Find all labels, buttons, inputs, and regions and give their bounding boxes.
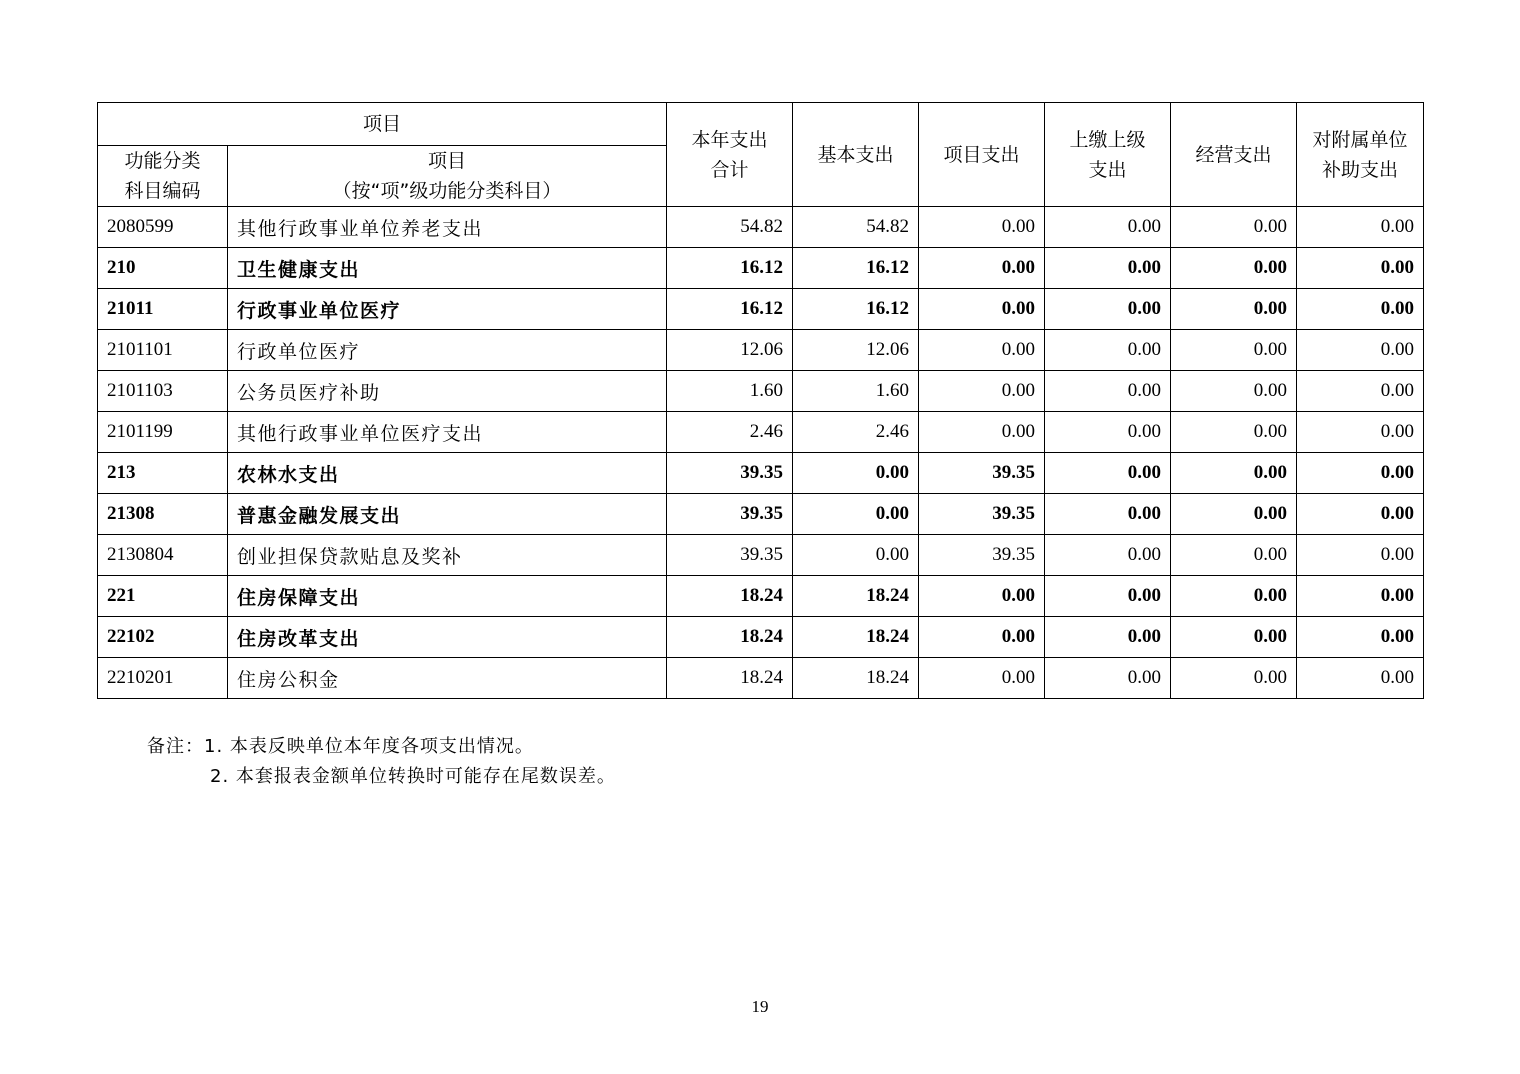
cell-upper: 0.00 bbox=[1045, 248, 1171, 289]
cell-project: 39.35 bbox=[919, 494, 1045, 535]
cell-business: 0.00 bbox=[1171, 494, 1297, 535]
cell-name: 住房改革支出 bbox=[228, 617, 667, 658]
cell-project: 0.00 bbox=[919, 658, 1045, 699]
cell-basic: 54.82 bbox=[793, 207, 919, 248]
cell-subsidy: 0.00 bbox=[1297, 412, 1424, 453]
table-row bbox=[98, 576, 1424, 617]
header-basic: 基本支出 bbox=[793, 103, 919, 207]
cell-subsidy: 0.00 bbox=[1297, 453, 1424, 494]
cell-subsidy: 0.00 bbox=[1297, 576, 1424, 617]
header-code bbox=[98, 146, 228, 207]
cell-basic: 16.12 bbox=[793, 248, 919, 289]
cell-subsidy: 0.00 bbox=[1297, 617, 1424, 658]
cell-subsidy: 0.00 bbox=[1297, 494, 1424, 535]
table-body bbox=[98, 207, 1424, 699]
cell-basic: 0.00 bbox=[793, 494, 919, 535]
cell-code: 221 bbox=[98, 576, 228, 617]
cell-subsidy: 0.00 bbox=[1297, 289, 1424, 330]
expenditure-table-container bbox=[97, 102, 1423, 699]
cell-code: 21308 bbox=[98, 494, 228, 535]
header-project-group: 项目 bbox=[98, 103, 667, 146]
cell-upper: 0.00 bbox=[1045, 207, 1171, 248]
note-line-2: 2. 本套报表金额单位转换时可能存在尾数误差。 bbox=[210, 766, 616, 787]
cell-subsidy: 0.00 bbox=[1297, 207, 1424, 248]
cell-business: 0.00 bbox=[1171, 617, 1297, 658]
cell-name: 其他行政事业单位医疗支出 bbox=[228, 412, 667, 453]
cell-subsidy: 0.00 bbox=[1297, 248, 1424, 289]
cell-subsidy: 0.00 bbox=[1297, 535, 1424, 576]
table-row bbox=[98, 248, 1424, 289]
cell-code: 22102 bbox=[98, 617, 228, 658]
header-upper-label: 上缴上级 支出 bbox=[1069, 128, 1146, 181]
cell-code: 2101199 bbox=[98, 412, 228, 453]
cell-business: 0.00 bbox=[1171, 248, 1297, 289]
cell-business: 0.00 bbox=[1171, 453, 1297, 494]
header-project: 项目支出 bbox=[919, 103, 1045, 207]
cell-project: 0.00 bbox=[919, 330, 1045, 371]
cell-basic: 18.24 bbox=[793, 617, 919, 658]
cell-business: 0.00 bbox=[1171, 576, 1297, 617]
header-total-label: 本年支出 合计 bbox=[691, 128, 768, 181]
table-row bbox=[98, 535, 1424, 576]
cell-basic: 18.24 bbox=[793, 658, 919, 699]
cell-business: 0.00 bbox=[1171, 330, 1297, 371]
cell-code: 210 bbox=[98, 248, 228, 289]
cell-total: 18.24 bbox=[667, 658, 793, 699]
cell-business: 0.00 bbox=[1171, 412, 1297, 453]
cell-name: 行政单位医疗 bbox=[228, 330, 667, 371]
note-line-1: 备注：1. 本表反映单位本年度各项支出情况。 bbox=[147, 736, 534, 757]
cell-total: 18.24 bbox=[667, 576, 793, 617]
cell-business: 0.00 bbox=[1171, 535, 1297, 576]
cell-business: 0.00 bbox=[1171, 289, 1297, 330]
cell-name: 普惠金融发展支出 bbox=[228, 494, 667, 535]
cell-upper: 0.00 bbox=[1045, 289, 1171, 330]
header-total bbox=[667, 103, 793, 207]
table-row bbox=[98, 289, 1424, 330]
cell-name: 农林水支出 bbox=[228, 453, 667, 494]
cell-project: 39.35 bbox=[919, 453, 1045, 494]
table-row bbox=[98, 330, 1424, 371]
cell-project: 0.00 bbox=[919, 617, 1045, 658]
cell-total: 12.06 bbox=[667, 330, 793, 371]
table-row bbox=[98, 412, 1424, 453]
cell-project: 0.00 bbox=[919, 289, 1045, 330]
cell-basic: 12.06 bbox=[793, 330, 919, 371]
cell-name: 创业担保贷款贴息及奖补 bbox=[228, 535, 667, 576]
table-row bbox=[98, 617, 1424, 658]
cell-basic: 18.24 bbox=[793, 576, 919, 617]
cell-name: 住房公积金 bbox=[228, 658, 667, 699]
cell-total: 18.24 bbox=[667, 617, 793, 658]
cell-basic: 1.60 bbox=[793, 371, 919, 412]
table-row bbox=[98, 207, 1424, 248]
cell-total: 54.82 bbox=[667, 207, 793, 248]
cell-name: 公务员医疗补助 bbox=[228, 371, 667, 412]
cell-code: 2210201 bbox=[98, 658, 228, 699]
cell-basic: 16.12 bbox=[793, 289, 919, 330]
table-row bbox=[98, 494, 1424, 535]
cell-upper: 0.00 bbox=[1045, 535, 1171, 576]
cell-upper: 0.00 bbox=[1045, 412, 1171, 453]
header-upper bbox=[1045, 103, 1171, 207]
header-business: 经营支出 bbox=[1171, 103, 1297, 207]
cell-upper: 0.00 bbox=[1045, 371, 1171, 412]
cell-code: 21011 bbox=[98, 289, 228, 330]
cell-upper: 0.00 bbox=[1045, 576, 1171, 617]
cell-code: 213 bbox=[98, 453, 228, 494]
cell-project: 0.00 bbox=[919, 207, 1045, 248]
cell-code: 2101101 bbox=[98, 330, 228, 371]
cell-total: 16.12 bbox=[667, 248, 793, 289]
cell-basic: 0.00 bbox=[793, 535, 919, 576]
notes bbox=[147, 732, 616, 792]
cell-project: 0.00 bbox=[919, 576, 1045, 617]
header-subsidy-label: 对附属单位 补助支出 bbox=[1312, 128, 1408, 181]
cell-total: 39.35 bbox=[667, 535, 793, 576]
cell-code: 2080599 bbox=[98, 207, 228, 248]
cell-project: 0.00 bbox=[919, 371, 1045, 412]
cell-project: 0.00 bbox=[919, 248, 1045, 289]
cell-project: 0.00 bbox=[919, 412, 1045, 453]
cell-subsidy: 0.00 bbox=[1297, 330, 1424, 371]
cell-name: 住房保障支出 bbox=[228, 576, 667, 617]
cell-total: 1.60 bbox=[667, 371, 793, 412]
expenditure-table bbox=[97, 102, 1424, 699]
table-row bbox=[98, 658, 1424, 699]
cell-total: 39.35 bbox=[667, 453, 793, 494]
cell-total: 16.12 bbox=[667, 289, 793, 330]
cell-basic: 0.00 bbox=[793, 453, 919, 494]
header-subsidy bbox=[1297, 103, 1424, 207]
cell-total: 39.35 bbox=[667, 494, 793, 535]
cell-name: 其他行政事业单位养老支出 bbox=[228, 207, 667, 248]
header-name bbox=[228, 146, 667, 207]
cell-business: 0.00 bbox=[1171, 207, 1297, 248]
cell-upper: 0.00 bbox=[1045, 658, 1171, 699]
cell-basic: 2.46 bbox=[793, 412, 919, 453]
table-row bbox=[98, 453, 1424, 494]
cell-total: 2.46 bbox=[667, 412, 793, 453]
cell-business: 0.00 bbox=[1171, 658, 1297, 699]
cell-name: 卫生健康支出 bbox=[228, 248, 667, 289]
page-number: 19 bbox=[751, 997, 769, 1016]
cell-project: 39.35 bbox=[919, 535, 1045, 576]
table-row bbox=[98, 371, 1424, 412]
cell-code: 2130804 bbox=[98, 535, 228, 576]
cell-subsidy: 0.00 bbox=[1297, 371, 1424, 412]
cell-business: 0.00 bbox=[1171, 371, 1297, 412]
cell-name: 行政事业单位医疗 bbox=[228, 289, 667, 330]
header-code-label: 功能分类 科目编码 bbox=[124, 150, 201, 202]
cell-code: 2101103 bbox=[98, 371, 228, 412]
cell-upper: 0.00 bbox=[1045, 494, 1171, 535]
header-name-label: 项目 （按“项”级功能分类科目） bbox=[332, 150, 562, 202]
cell-subsidy: 0.00 bbox=[1297, 658, 1424, 699]
cell-upper: 0.00 bbox=[1045, 617, 1171, 658]
cell-upper: 0.00 bbox=[1045, 330, 1171, 371]
cell-upper: 0.00 bbox=[1045, 453, 1171, 494]
